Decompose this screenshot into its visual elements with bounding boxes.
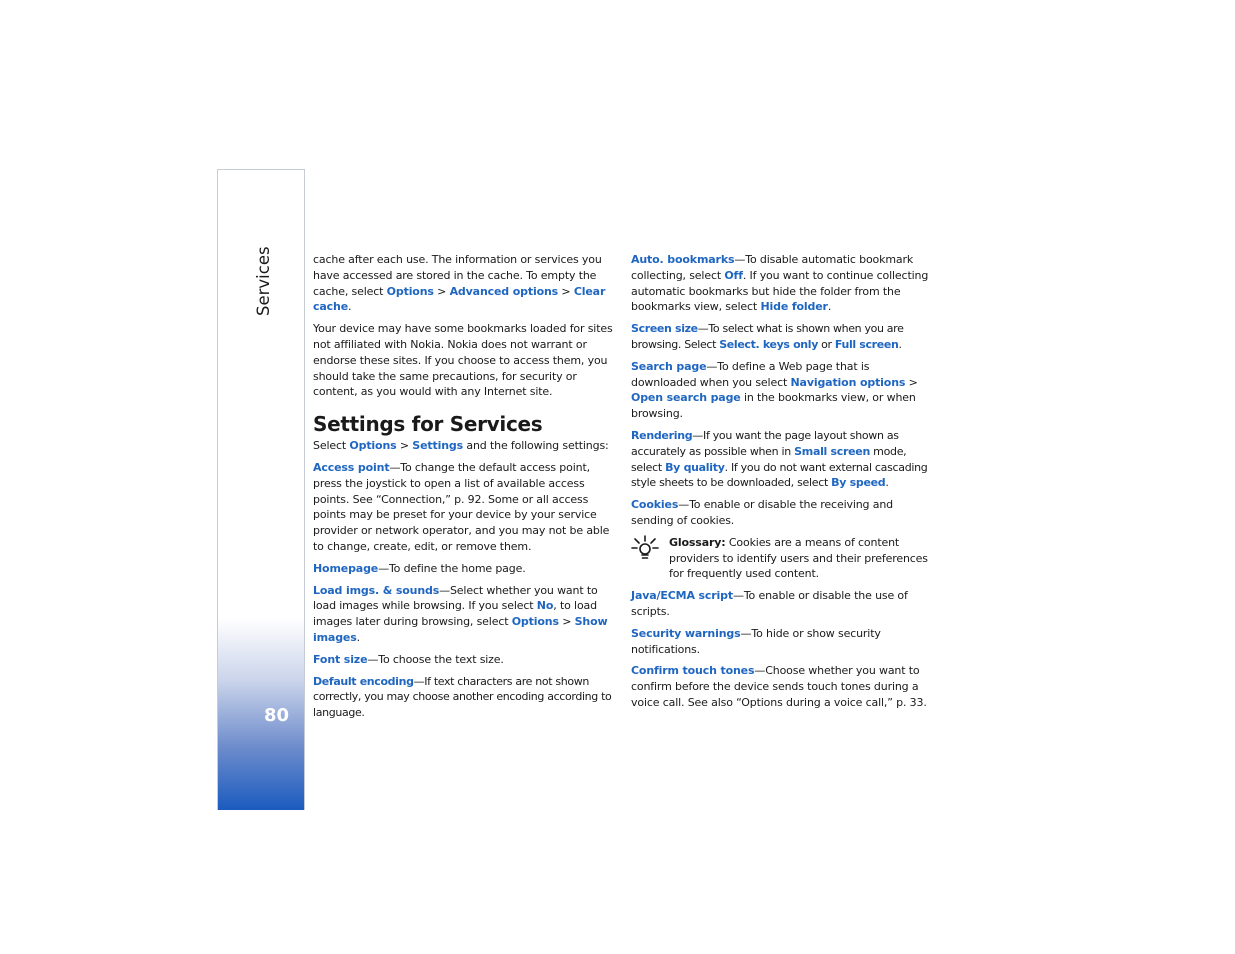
setting-label: Confirm touch tones (631, 664, 755, 678)
setting-label: Screen size (631, 322, 698, 336)
setting-cookies: Cookies—To enable or disable the receiving and sending of cookies. (631, 498, 893, 527)
option-select-keys-only: Select. keys only (719, 337, 819, 351)
right-column (631, 252, 934, 717)
setting-label: Cookies (631, 498, 679, 512)
setting-homepage: Homepage—To define the home page. (313, 561, 526, 575)
setting-rendering: Rendering—If you want the page layout shown as accurately as possible when in Small screen mode, select By quality. If you do not want external cascading style sheets to be downloaded, select By speed. (631, 428, 928, 490)
paragraph-select-settings: Select Options > Settings and the following settings: (313, 439, 609, 453)
menu-option-settings: Settings (412, 439, 464, 453)
menu-option-navigation-options: Navigation options (790, 375, 906, 389)
setting-default-encoding: Default encoding—If text characters are not shown correctly, you may choose another encoding according to language. (313, 674, 612, 720)
option-hide-folder: Hide folder (760, 300, 828, 314)
option-off: Off (724, 268, 743, 282)
paragraph-cache: cache after each use. The information or services you have accessed are stored in the cache. To empty the cache, select Options > Advanced options > Clear cache. (313, 253, 606, 314)
setting-auto-bookmarks: Auto. bookmarks—To disable automatic bookmark collecting, select Off. If you want to continue collecting automatic bookmarks but hide the folder from the bookmarks view, select Hide folder. (631, 253, 929, 314)
setting-label: Search page (631, 359, 707, 373)
option-by-quality: By quality (665, 460, 725, 474)
setting-label: Access point (313, 460, 390, 474)
tip-lightbulb-icon (631, 535, 659, 561)
setting-label: Default encoding (313, 674, 414, 688)
option-no: No (536, 599, 554, 613)
menu-option-options: Options (511, 615, 559, 629)
setting-label: Homepage (313, 561, 379, 575)
setting-search-page: Search page—To define a Web page that is downloaded when you select Navigation options > Open search page in the bookmarks view, or when browsing. (631, 359, 918, 421)
setting-label: Auto. bookmarks (631, 253, 735, 266)
setting-label: Rendering (631, 428, 693, 442)
left-column (313, 252, 613, 727)
setting-confirm-touch-tones: Confirm touch tones—Choose whether you want to confirm before the device sends touch tones during a voice call. See also “Options during a voice call,” p. 33. (631, 664, 927, 709)
setting-label: Load imgs. & sounds (313, 583, 440, 597)
option-full-screen: Full screen (834, 337, 899, 351)
setting-label: Security warnings (631, 626, 741, 640)
menu-option-show-images: Show images (313, 615, 608, 644)
setting-font-size: Font size—To choose the text size. (313, 652, 504, 666)
menu-option-options: Options (386, 284, 434, 298)
page-number: 80 (264, 705, 290, 726)
setting-screen-size: Screen size—To select what is shown when you are browsing. Select Select. keys only or Full screen. (631, 322, 904, 351)
paragraph-bookmarks-disclaimer: Your device may have some bookmarks loaded for sites not affiliated with Nokia. Nokia does not warrant or endorse these sites. If you choose to access them, you should take the same precautions, for security or content, as you would with any Internet site. (313, 322, 613, 399)
setting-label: Java/ECMA script (631, 589, 733, 603)
menu-option-open-search-page: Open search page (631, 391, 741, 405)
chapter-title: Services (254, 246, 273, 316)
setting-java-ecma-script: Java/ECMA script—To enable or disable the use of scripts. (631, 589, 908, 618)
menu-option-clear-cache: Clear cache (313, 284, 606, 314)
option-by-speed: By speed (831, 476, 886, 490)
section-heading: Settings for Services (313, 412, 543, 437)
setting-security-warnings: Security warnings—To hide or show security notifications. (631, 626, 881, 656)
glossary-note: Glossary: Cookies are a means of content providers to identify users and their preferences for frequently used content. (631, 535, 934, 582)
setting-label: Font size (313, 652, 368, 666)
setting-load-images: Load imgs. & sounds—Select whether you want to load images while browsing. If you select No, to load images later during browsing, select Options > Show images. (313, 583, 608, 644)
glossary-label: Glossary: (669, 535, 726, 549)
setting-access-point: Access point—To change the default access point, press the joystick to open a list of available access points. See “Connection,” p. 92. Some or all access points may be preset for your device by your service provider or network operator, and you may not be able to change, create, edit, or remove them. (313, 460, 610, 553)
option-small-screen: Small screen (794, 444, 870, 458)
menu-option-options: Options (349, 439, 397, 453)
menu-option-advanced-options: Advanced options (449, 284, 559, 298)
